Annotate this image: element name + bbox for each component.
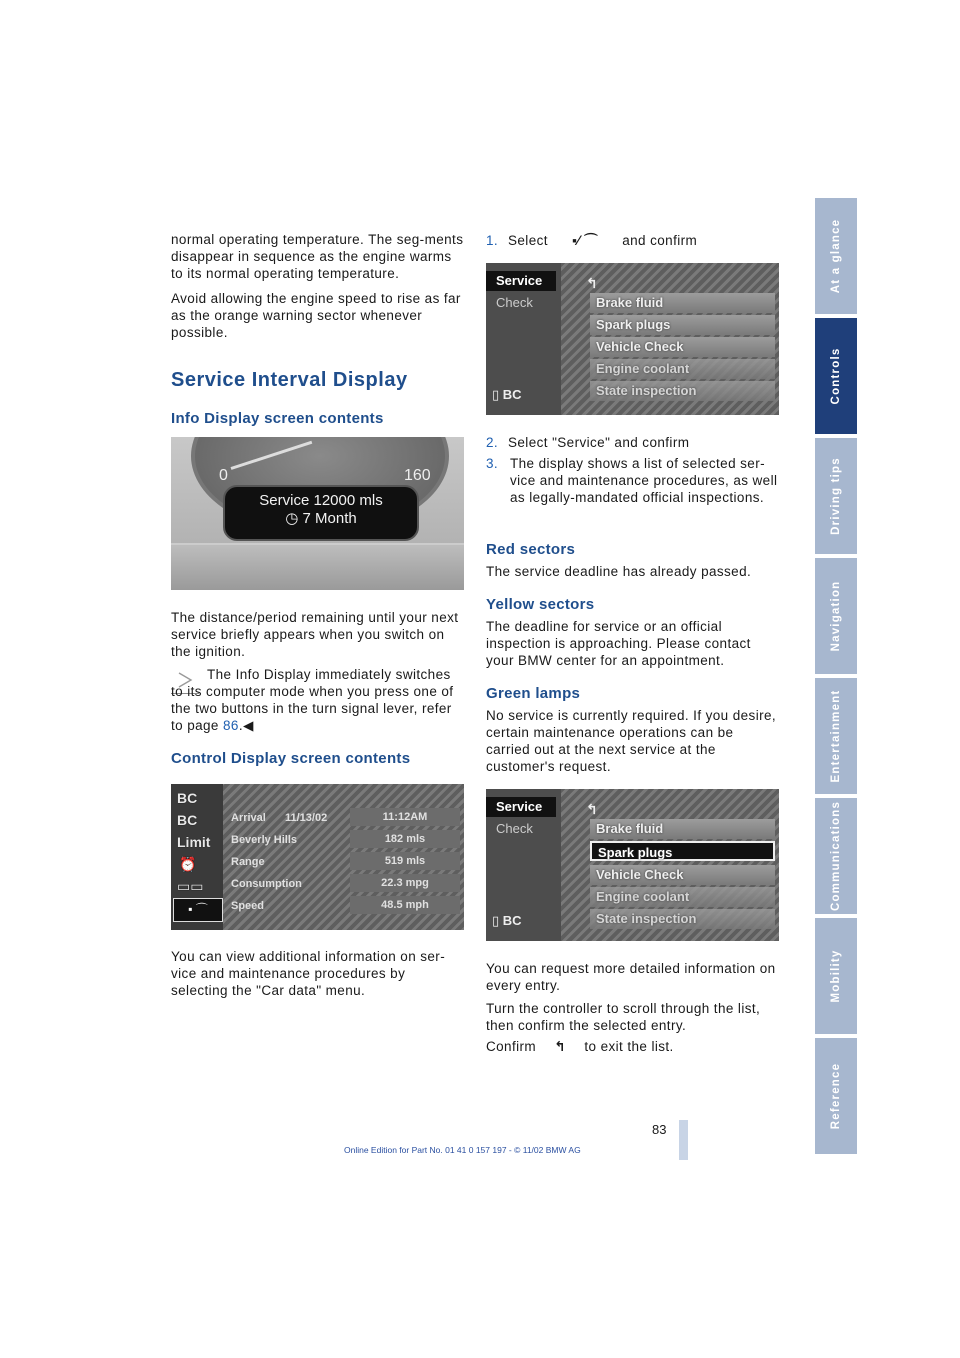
step-2 [486, 434, 781, 451]
yellow-sectors-text: The deadline for service or an official inspection is approaching. Please contact your BMW center for an appointment. [486, 619, 751, 668]
row-value-range: 519 mls [350, 852, 460, 870]
check-tab: Check [496, 821, 533, 836]
bc-item-1: BC [177, 790, 198, 806]
more-info-paragraph: You can request more detailed information on every entry. [486, 961, 776, 993]
return-icon: ↰ [586, 801, 598, 817]
return-arrow-icon: ↰ [554, 1039, 567, 1054]
bc-icon: ▯ [492, 913, 503, 928]
confirm-paragraph [486, 1038, 781, 1055]
service-item: Brake fluid [590, 819, 775, 839]
car-data-icon: ▪ ⌒ [173, 898, 223, 922]
service-tab: Service [486, 271, 556, 291]
service-item: Vehicle Check [590, 865, 775, 885]
step-2-number: 2. [486, 435, 499, 450]
step-3-number: 3. [486, 456, 499, 471]
car-data-symbol-icon: ▪⁄ ⌒ [572, 233, 599, 248]
row-label-arrival: Arrival [231, 812, 266, 824]
info-display-image [171, 437, 464, 590]
bc-tab: ▯ BC [492, 913, 522, 928]
step-1 [486, 232, 781, 249]
row-label-consumption: Consumption [231, 878, 302, 890]
note-text: The Info Display immediately switches to its computer mode when you press one of the two buttons in the turn signal lever, refer to page [171, 667, 454, 733]
edition-footer: Online Edition for Part No. 01 41 0 157 197 - © 11/02 BMW AG [344, 1145, 581, 1155]
row-label-destination: Beverly Hills [231, 834, 298, 846]
gauge-max-label: 160 [404, 467, 431, 484]
control-paragraph: You can view additional information on ser-vice and maintenance procedures by selecting the "Car data" menu. [171, 949, 446, 998]
check-tab: Check [496, 295, 533, 310]
intro-paragraph-1: normal operating temperature. The seg-ments disappear in sequence as the engine warms to its normal operating temperature. [171, 232, 464, 281]
service-item: Engine coolant [590, 359, 775, 379]
confirm-text-a: Confirm [486, 1039, 537, 1054]
red-sectors-heading: Red sectors [486, 541, 576, 558]
red-sectors-text: The service deadline has already passed. [486, 564, 752, 579]
note-end: . [238, 718, 243, 733]
service-item: Vehicle Check [590, 337, 775, 357]
page-number: 83 [652, 1122, 667, 1137]
left-column [171, 231, 466, 349]
step-3-text: The display shows a list of selected ser-vice and maintenance procedures, as well as legally-mandated official inspections. [510, 456, 778, 505]
service-item-selected: Spark plugs [590, 841, 775, 861]
row-label-range: Range [231, 856, 265, 868]
step-1-text-b: and confirm [622, 233, 698, 248]
green-lamps-text: No service is currently required. If you desire, certain maintenance operations can be carried out at the next service at the customer's request. [486, 708, 777, 774]
intro-paragraph-2: Avoid allowing the engine speed to rise as far as the orange warning sector whenever possible. [171, 291, 461, 340]
limit-item: Limit [177, 834, 211, 850]
green-lamps-heading: Green lamps [486, 685, 581, 702]
tab-reference[interactable]: Reference [815, 1038, 857, 1156]
service-screen-2 [486, 789, 779, 941]
row-value-speed: 48.5 mph [350, 896, 460, 914]
row-mid-arrival: 11/13/02 [285, 812, 328, 824]
page-marker-bar [679, 1120, 688, 1160]
trip-icon: ▭▭ [177, 878, 204, 894]
confirm-text-b: to exit the list. [584, 1039, 674, 1054]
row-value-consumption: 22.3 mpg [350, 874, 460, 892]
service-tab: Service [486, 797, 556, 817]
tab-navigation[interactable]: Navigation [815, 558, 857, 676]
step-3 [486, 455, 781, 506]
info-display-panel [223, 485, 419, 541]
bc-item-2: BC [177, 812, 198, 828]
bc-tab: ▯ BC [492, 387, 522, 402]
control-display-heading: Control Display screen contents [171, 750, 411, 767]
tab-communications[interactable]: Communications [815, 798, 857, 916]
tab-entertainment[interactable]: Entertainment [815, 678, 857, 796]
alarm-clock-icon: ⏰ [179, 856, 197, 872]
tab-mobility[interactable]: Mobility [815, 918, 857, 1036]
clock-icon: ◷ [285, 510, 303, 527]
service-item: State inspection [590, 909, 775, 929]
tab-driving-tips[interactable]: Driving tips [815, 438, 857, 556]
info-line-1: Service 12000 mls [259, 492, 383, 509]
step-2-text: Select "Service" and confirm [508, 435, 690, 450]
note-paragraph [171, 666, 466, 734]
service-item: Brake fluid [590, 293, 775, 313]
info-display-heading: Info Display screen contents [171, 410, 384, 427]
tab-controls[interactable]: Controls [815, 318, 857, 436]
row-value-destination: 182 mls [350, 830, 460, 848]
scroll-paragraph: Turn the controller to scroll through the list, then confirm the selected entry. [486, 1001, 761, 1033]
bc-icon: ▯ [492, 387, 503, 402]
step-1-number: 1. [486, 233, 499, 248]
page-link[interactable]: 86 [223, 718, 239, 733]
info-paragraph: The distance/period remaining until your next service briefly appears when you switch on the ignition. [171, 610, 459, 659]
row-value-arrival: 11:12AM [350, 808, 460, 826]
gauge-zero-label: 0 [219, 467, 228, 484]
info-line-2: 7 Month [302, 510, 357, 527]
service-item: State inspection [590, 381, 775, 401]
yellow-sectors-heading: Yellow sectors [486, 596, 595, 613]
tab-at-a-glance[interactable]: At a glance [815, 198, 857, 316]
control-display-image [171, 784, 464, 930]
service-item: Engine coolant [590, 887, 775, 907]
step-1-text-a: Select [508, 233, 548, 248]
return-icon: ↰ [586, 275, 598, 291]
end-mark-icon: ◀ [242, 718, 254, 733]
section-title: Service Interval Display [171, 369, 408, 391]
row-label-speed: Speed [231, 900, 265, 912]
service-screen-1 [486, 263, 779, 415]
service-item: Spark plugs [590, 315, 775, 335]
